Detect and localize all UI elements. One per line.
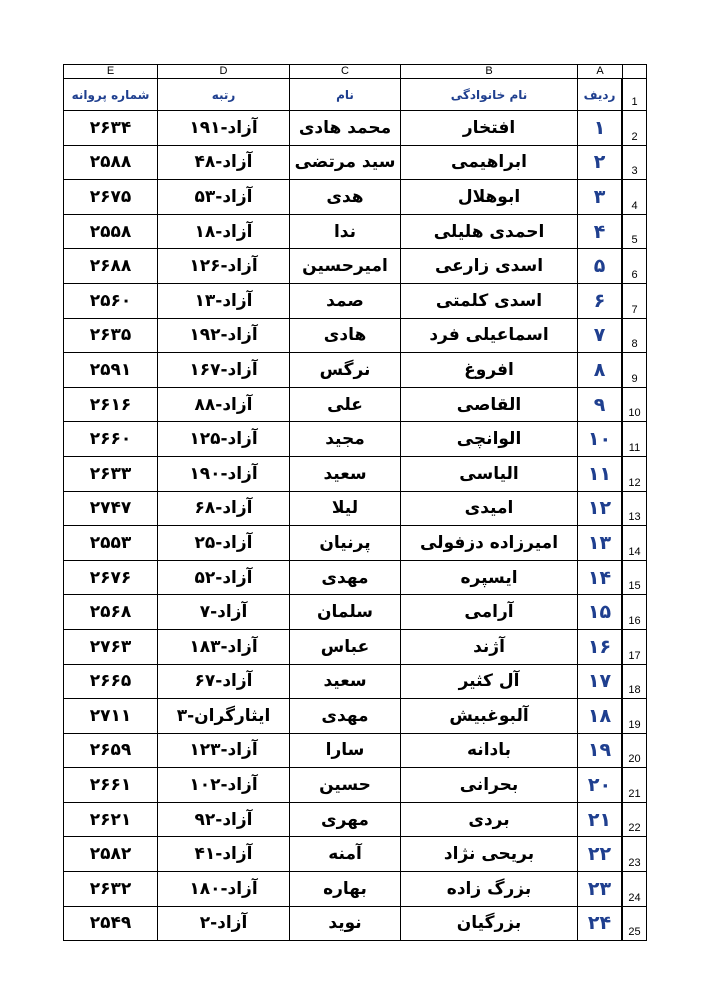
cell-family: الیاسی	[400, 457, 577, 492]
table-row	[63, 734, 647, 769]
header-family: نام خانوادگی	[400, 79, 577, 111]
column-letter-e[interactable]: E	[63, 64, 157, 79]
cell-name: حسین	[289, 768, 400, 803]
cell-name: امیرحسین	[289, 249, 400, 284]
cell-row-index: ۲۱	[577, 803, 622, 838]
column-header-bar	[63, 64, 647, 79]
table-row	[63, 319, 647, 354]
sheet-row-number[interactable]: 23	[622, 837, 647, 872]
cell-license: ۲۶۱۶	[63, 388, 157, 423]
table-row	[63, 146, 647, 181]
header-name: نام	[289, 79, 400, 111]
table-row	[63, 215, 647, 250]
cell-rank: آزاد-۶۷	[157, 665, 289, 700]
sheet-row-number[interactable]: 19	[622, 699, 647, 734]
cell-row-index: ۵	[577, 249, 622, 284]
cell-license: ۲۵۸۸	[63, 146, 157, 181]
cell-row-index: ۸	[577, 353, 622, 388]
cell-license: ۲۶۷۵	[63, 180, 157, 215]
cell-family: ابوهلال	[400, 180, 577, 215]
cell-row-index: ۲۳	[577, 872, 622, 907]
table-row	[63, 630, 647, 665]
table-row	[63, 803, 647, 838]
cell-license: ۲۶۶۱	[63, 768, 157, 803]
cell-license: ۲۵۶۸	[63, 595, 157, 630]
header-rank: رتبه	[157, 79, 289, 111]
cell-license: ۲۶۳۵	[63, 319, 157, 354]
cell-row-index: ۳	[577, 180, 622, 215]
cell-family: ایسپره	[400, 561, 577, 596]
cell-rank: آزاد-۹۲	[157, 803, 289, 838]
sheet-row-number[interactable]: 18	[622, 665, 647, 700]
cell-family: افروغ	[400, 353, 577, 388]
cell-name: آمنه	[289, 837, 400, 872]
cell-family: آژند	[400, 630, 577, 665]
cell-license: ۲۶۵۹	[63, 734, 157, 769]
cell-rank: آزاد-۶۸	[157, 492, 289, 527]
cell-name: مهری	[289, 803, 400, 838]
cell-row-index: ۲۴	[577, 907, 622, 942]
table-body	[63, 111, 647, 941]
column-letter-a[interactable]: A	[577, 64, 622, 79]
sheet-row-number[interactable]: 12	[622, 457, 647, 492]
cell-rank: آزاد-۱۶۷	[157, 353, 289, 388]
header-row-index: ردیف	[577, 79, 622, 111]
cell-rank: آزاد-۷	[157, 595, 289, 630]
cell-name: بهاره	[289, 872, 400, 907]
sheet-row-number[interactable]: 15	[622, 561, 647, 596]
sheet-row-number[interactable]: 10	[622, 388, 647, 423]
cell-row-index: ۷	[577, 319, 622, 354]
table-row	[63, 872, 647, 907]
cell-family: بزرگ زاده	[400, 872, 577, 907]
cell-row-index: ۹	[577, 388, 622, 423]
cell-family: بردی	[400, 803, 577, 838]
cell-rank: آزاد-۲	[157, 907, 289, 942]
cell-row-index: ۱۹	[577, 734, 622, 769]
cell-row-index: ۲۲	[577, 837, 622, 872]
cell-name: مجید	[289, 422, 400, 457]
cell-name: محمد هادی	[289, 111, 400, 146]
cell-name: هدی	[289, 180, 400, 215]
cell-row-index: ۲۰	[577, 768, 622, 803]
table-row	[63, 422, 647, 457]
sheet-row-number[interactable]: 3	[622, 146, 647, 181]
cell-license: ۲۶۶۰	[63, 422, 157, 457]
cell-family: امیدی	[400, 492, 577, 527]
sheet-row-number[interactable]: 17	[622, 630, 647, 665]
cell-name: عباس	[289, 630, 400, 665]
cell-license: ۲۷۴۷	[63, 492, 157, 527]
cell-license: ۲۶۸۸	[63, 249, 157, 284]
cell-family: افتخار	[400, 111, 577, 146]
cell-rank: آزاد-۱۰۲	[157, 768, 289, 803]
sheet-row-number[interactable]: 16	[622, 595, 647, 630]
sheet-row-number[interactable]: 24	[622, 872, 647, 907]
cell-row-index: ۱۴	[577, 561, 622, 596]
cell-row-index: ۱۸	[577, 699, 622, 734]
cell-license: ۲۶۳۴	[63, 111, 157, 146]
cell-family: بادانه	[400, 734, 577, 769]
table-row	[63, 561, 647, 596]
cell-row-index: ۴	[577, 215, 622, 250]
cell-rank: آزاد-۱۹۰	[157, 457, 289, 492]
table-row	[63, 249, 647, 284]
cell-license: ۲۶۶۵	[63, 665, 157, 700]
cell-name: سارا	[289, 734, 400, 769]
cell-rank: آزاد-۱۲۶	[157, 249, 289, 284]
cell-name: مهدی	[289, 699, 400, 734]
cell-name: سعید	[289, 665, 400, 700]
cell-family: القاصی	[400, 388, 577, 423]
cell-row-index: ۲	[577, 146, 622, 181]
cell-name: سید مرتضی	[289, 146, 400, 181]
cell-license: ۲۵۶۰	[63, 284, 157, 319]
cell-row-index: ۱۲	[577, 492, 622, 527]
cell-row-index: ۱۱	[577, 457, 622, 492]
cell-family: اسدی زارعی	[400, 249, 577, 284]
header-row	[63, 79, 647, 111]
cell-row-index: ۶	[577, 284, 622, 319]
table-row	[63, 699, 647, 734]
cell-name: صمد	[289, 284, 400, 319]
cell-family: احمدی هلیلی	[400, 215, 577, 250]
sheet-row-number[interactable]: 25	[622, 907, 647, 942]
cell-license: ۲۷۱۱	[63, 699, 157, 734]
cell-rank: آزاد-۸۸	[157, 388, 289, 423]
cell-rank: ایثارگران-۳	[157, 699, 289, 734]
table-row	[63, 492, 647, 527]
table-row	[63, 907, 647, 942]
cell-row-index: ۱۶	[577, 630, 622, 665]
sheet-row-number[interactable]: 5	[622, 215, 647, 250]
header-license: شماره پروانه	[63, 79, 157, 111]
column-letter-c[interactable]: C	[289, 64, 400, 79]
cell-rank: آزاد-۱۲۵	[157, 422, 289, 457]
cell-name: نرگس	[289, 353, 400, 388]
cell-rank: آزاد-۵۲	[157, 561, 289, 596]
sheet-row-number[interactable]: 11	[622, 422, 647, 457]
table-row	[63, 837, 647, 872]
cell-rank: آزاد-۲۵	[157, 526, 289, 561]
cell-license: ۲۵۹۱	[63, 353, 157, 388]
table-row	[63, 665, 647, 700]
cell-row-index: ۱۰	[577, 422, 622, 457]
sheet-row-number[interactable]: 13	[622, 492, 647, 527]
cell-name: ندا	[289, 215, 400, 250]
cell-family: بریحی نژاد	[400, 837, 577, 872]
cell-license: ۲۷۶۳	[63, 630, 157, 665]
cell-rank: آزاد-۱۸۰	[157, 872, 289, 907]
column-letter-b[interactable]: B	[400, 64, 577, 79]
cell-family: امیرزاده دزفولی	[400, 526, 577, 561]
cell-rank: آزاد-۱۹۲	[157, 319, 289, 354]
cell-family: اسماعیلی فرد	[400, 319, 577, 354]
cell-family: بحرانی	[400, 768, 577, 803]
table-row	[63, 388, 647, 423]
cell-license: ۲۶۲۱	[63, 803, 157, 838]
cell-family: الوانچی	[400, 422, 577, 457]
sheet-row-number[interactable]: 7	[622, 284, 647, 319]
sheet-row-number[interactable]: 22	[622, 803, 647, 838]
cell-name: نوید	[289, 907, 400, 942]
sheet-row-number[interactable]: 21	[622, 768, 647, 803]
cell-row-index: ۱۳	[577, 526, 622, 561]
table-row	[63, 526, 647, 561]
cell-license: ۲۶۷۶	[63, 561, 157, 596]
cell-family: آلبوغبیش	[400, 699, 577, 734]
cell-family: آرامی	[400, 595, 577, 630]
cell-license: ۲۵۴۹	[63, 907, 157, 942]
cell-rank: آزاد-۱۹۱	[157, 111, 289, 146]
corner-cell	[622, 64, 647, 79]
cell-name: سلمان	[289, 595, 400, 630]
sheet-row-number[interactable]: 14	[622, 526, 647, 561]
sheet-row-number[interactable]: 6	[622, 249, 647, 284]
sheet-row-number[interactable]: 20	[622, 734, 647, 769]
cell-family: اسدی کلمتی	[400, 284, 577, 319]
cell-name: هادی	[289, 319, 400, 354]
table-row	[63, 353, 647, 388]
cell-license: ۲۵۵۳	[63, 526, 157, 561]
spreadsheet	[63, 64, 647, 941]
table-row	[63, 457, 647, 492]
cell-license: ۲۵۵۸	[63, 215, 157, 250]
cell-rank: آزاد-۱۳	[157, 284, 289, 319]
cell-rank: آزاد-۱۲۳	[157, 734, 289, 769]
cell-license: ۲۶۳۳	[63, 457, 157, 492]
sheet-row-number[interactable]: 8	[622, 319, 647, 354]
cell-family: ابراهیمی	[400, 146, 577, 181]
cell-row-index: ۱۵	[577, 595, 622, 630]
cell-rank: آزاد-۴۱	[157, 837, 289, 872]
cell-name: لیلا	[289, 492, 400, 527]
table-row	[63, 180, 647, 215]
cell-rank: آزاد-۵۳	[157, 180, 289, 215]
cell-name: مهدی	[289, 561, 400, 596]
cell-name: علی	[289, 388, 400, 423]
column-letter-d[interactable]: D	[157, 64, 289, 79]
cell-row-index: ۱۷	[577, 665, 622, 700]
cell-license: ۲۶۳۲	[63, 872, 157, 907]
sheet-row-number[interactable]: 1	[622, 79, 647, 111]
cell-rank: آزاد-۴۸	[157, 146, 289, 181]
cell-rank: آزاد-۱۸۳	[157, 630, 289, 665]
table-row	[63, 768, 647, 803]
cell-family: آل کثیر	[400, 665, 577, 700]
table-row	[63, 284, 647, 319]
table-row	[63, 111, 647, 146]
sheet-row-number[interactable]: 9	[622, 353, 647, 388]
sheet-row-number[interactable]: 4	[622, 180, 647, 215]
cell-family: بزرگیان	[400, 907, 577, 942]
cell-name: پرنیان	[289, 526, 400, 561]
cell-name: سعید	[289, 457, 400, 492]
cell-license: ۲۵۸۲	[63, 837, 157, 872]
sheet-row-number[interactable]: 2	[622, 111, 647, 146]
cell-row-index: ۱	[577, 111, 622, 146]
cell-rank: آزاد-۱۸	[157, 215, 289, 250]
table-row	[63, 595, 647, 630]
